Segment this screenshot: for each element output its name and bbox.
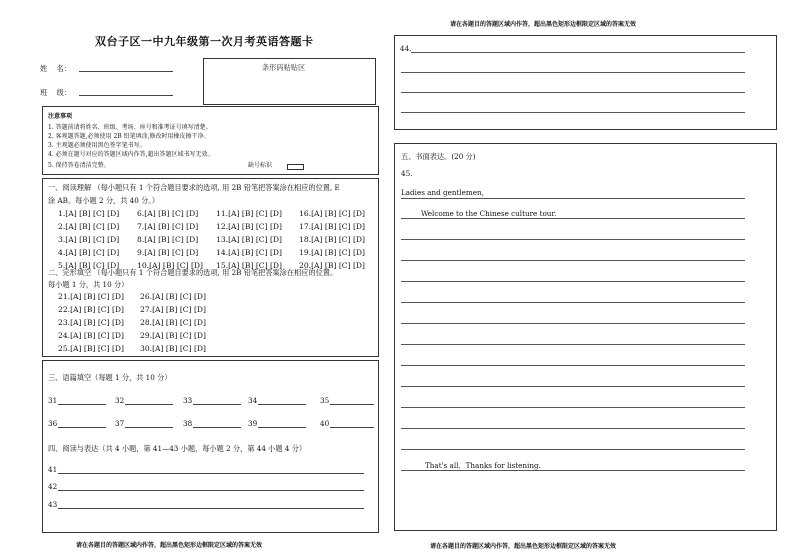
writing-line[interactable] <box>401 323 745 324</box>
answer-choice[interactable]: 27.[A] [B] [C] [D] <box>140 305 206 314</box>
right-header-note: 请在各题目的答题区域内作答，超出黑色矩形边框限定区域的答案无效 <box>450 21 637 28</box>
writing-line[interactable] <box>401 449 745 450</box>
writing-line[interactable] <box>401 260 745 261</box>
answer-line[interactable] <box>58 473 364 474</box>
answer-choice[interactable]: 28.[A] [B] [C] [D] <box>140 318 206 327</box>
blank-number: 32 <box>115 396 125 405</box>
answer-choice[interactable]: 2.[A] [B] [C] [D] <box>58 222 120 231</box>
answer-choice[interactable]: 23.[A] [B] [C] [D] <box>58 318 124 327</box>
notes-box <box>42 106 379 175</box>
blank-line[interactable] <box>193 427 241 428</box>
notes-item: 1. 答题前请将姓名、班级、考场、座号和准考证号填写清楚。 <box>48 124 212 131</box>
writing-line[interactable] <box>401 407 745 408</box>
blank-line[interactable] <box>193 404 241 405</box>
answer-choice[interactable]: 29.[A] [B] [C] [D] <box>140 331 206 340</box>
answer-choice[interactable]: 8.[A] [B] [C] [D] <box>137 235 199 244</box>
notes-heading: 注意事项 <box>48 113 73 120</box>
name-label: 姓 名： <box>40 64 72 73</box>
class-label: 班 级： <box>40 88 72 97</box>
blank-number: 37 <box>115 419 125 428</box>
writing-line[interactable] <box>401 365 745 366</box>
section2-heading: 二、完形填空 （每小题只有 1 个符合题目要求的选项, 用 2B 铅笔把答案涂在相应的位置。 <box>48 268 338 277</box>
essay-closing: That's all．Thanks for listening. <box>425 461 541 470</box>
essay-line-2: Welcome to the Chinese culture tour. <box>421 209 557 218</box>
section1-heading-cont: 涂 AB。每小题 2 分，共 40 分。） <box>48 196 160 205</box>
blank-number: 38 <box>183 419 193 428</box>
blank-number: 35 <box>320 396 330 405</box>
blank-line[interactable] <box>258 404 306 405</box>
blank-line[interactable] <box>58 427 106 428</box>
writing-section-box <box>394 143 777 531</box>
left-footer-note: 请在各题目的答题区域内作答，超出黑色矩形边框限定区域的答案无效 <box>76 542 263 549</box>
question-number: 41 <box>48 465 58 474</box>
answer-choice[interactable]: 26.[A] [B] [C] [D] <box>140 292 206 301</box>
barcode-label: 条形码粘贴区 <box>262 63 306 72</box>
notes-item: 3. 主观题必须使用黑色签字笔书写。 <box>48 142 146 149</box>
answer-choice[interactable]: 22.[A] [B] [C] [D] <box>58 305 124 314</box>
barcode-area <box>203 58 376 105</box>
missing-mark-box[interactable] <box>287 164 304 170</box>
answer-line[interactable] <box>58 508 364 509</box>
blank-line[interactable] <box>58 404 106 405</box>
writing-line[interactable] <box>401 428 745 429</box>
writing-line[interactable] <box>401 344 745 345</box>
answer-choice[interactable]: 12.[A] [B] [C] [D] <box>216 222 282 231</box>
blank-line[interactable] <box>330 404 374 405</box>
section2-heading-cont: 每小题 1 分，共 10 分） <box>48 280 129 289</box>
answer-choice[interactable]: 9.[A] [B] [C] [D] <box>137 248 199 257</box>
writing-line[interactable] <box>401 239 745 240</box>
answer-choice[interactable]: 20.[A] [B] [C] [D] <box>299 261 365 270</box>
section5-number: 45. <box>401 169 413 178</box>
blank-line[interactable] <box>258 427 306 428</box>
answer-choice[interactable]: 3.[A] [B] [C] [D] <box>58 235 120 244</box>
answer-choice[interactable]: 1.[A] [B] [C] [D] <box>58 209 120 218</box>
answer-line[interactable] <box>401 72 745 73</box>
notes-item: 2. 客观题答题,必须使用 2B 铅笔填涂,修改时用橡皮擦干净。 <box>48 133 210 140</box>
section-fill-and-expression <box>42 360 379 533</box>
section1-heading: 一、阅读理解 （每小题只有 1 个符合题目要求的选项, 用 2B 铅笔把答案涂在相应的位置, E <box>48 183 340 192</box>
missing-mark-label: 缺号标识 <box>248 162 273 169</box>
writing-line[interactable] <box>401 386 745 387</box>
writing-line[interactable] <box>401 470 745 471</box>
blank-line[interactable] <box>125 427 173 428</box>
blank-number: 39 <box>248 419 258 428</box>
answer-choice[interactable]: 16.[A] [B] [C] [D] <box>299 209 365 218</box>
answer-choice[interactable]: 21.[A] [B] [C] [D] <box>58 292 124 301</box>
question-number: 42 <box>48 482 58 491</box>
question-number: 43 <box>48 500 58 509</box>
answer-choice[interactable]: 25.[A] [B] [C] [D] <box>58 344 124 353</box>
blank-number: 33 <box>183 396 193 405</box>
name-field[interactable] <box>79 71 173 72</box>
answer-choice[interactable]: 6.[A] [B] [C] [D] <box>137 209 199 218</box>
answer-choice[interactable]: 13.[A] [B] [C] [D] <box>216 235 282 244</box>
answer-choice[interactable]: 10.[A] [B] [C] [D] <box>137 261 203 270</box>
answer-choice[interactable]: 14.[A] [B] [C] [D] <box>216 248 282 257</box>
answer-choice[interactable]: 11.[A] [B] [C] [D] <box>216 209 282 218</box>
class-field[interactable] <box>79 95 173 96</box>
answer-choice[interactable]: 15.[A] [B] [C] [D] <box>216 261 282 270</box>
notes-item: 5. 保持答卷清洁完整。 <box>48 162 110 169</box>
answer-choice[interactable]: 24.[A] [B] [C] [D] <box>58 331 124 340</box>
blank-number: 36 <box>48 419 58 428</box>
answer-choice[interactable]: 17.[A] [B] [C] [D] <box>299 222 365 231</box>
notes-item: 4. 必须在题号对应的答题区域内作答,超出答题区域书写无效。 <box>48 151 214 158</box>
blank-line[interactable] <box>330 427 374 428</box>
page-title: 双台子区一中九年级第一次月考英语答题卡 <box>95 35 314 48</box>
answer-line[interactable] <box>58 490 364 491</box>
blank-number: 31 <box>48 396 58 405</box>
answer-choice[interactable]: 18.[A] [B] [C] [D] <box>299 235 365 244</box>
blank-line[interactable] <box>125 404 173 405</box>
blank-number: 34 <box>248 396 258 405</box>
section-reading-choice <box>42 178 379 357</box>
answer-choice[interactable]: 19.[A] [B] [C] [D] <box>299 248 365 257</box>
answer-line[interactable] <box>411 52 745 53</box>
section3-heading: 三、语篇填空（每题 1 分，共 10 分） <box>48 373 172 382</box>
answer-choice[interactable]: 5.[A] [B] [C] [D] <box>58 261 120 270</box>
writing-line[interactable] <box>401 198 745 199</box>
blank-number: 40 <box>320 419 330 428</box>
answer-line[interactable] <box>401 112 745 113</box>
q44-label: 44. <box>400 44 412 53</box>
writing-line[interactable] <box>401 281 745 282</box>
section5-heading: 五、书面表达。(20 分) <box>401 152 476 161</box>
answer-choice[interactable]: 4.[A] [B] [C] [D] <box>58 248 120 257</box>
writing-line[interactable] <box>401 218 745 219</box>
essay-opening: Ladies and gentlemen， <box>401 188 489 197</box>
answer-line[interactable] <box>401 92 745 93</box>
answer-choice[interactable]: 7.[A] [B] [C] [D] <box>137 222 199 231</box>
q44-box <box>394 35 777 130</box>
right-footer-note: 请在各题目的答题区域内作答，超出黑色矩形边框限定区域的答案无效 <box>430 543 617 550</box>
section4-heading: 四、阅读与表达（共 4 小题，第 41—43 小题，每小题 2 分，第 44 小题 4 分） <box>48 444 307 453</box>
answer-choice[interactable]: 30.[A] [B] [C] [D] <box>140 344 206 353</box>
writing-line[interactable] <box>401 302 745 303</box>
